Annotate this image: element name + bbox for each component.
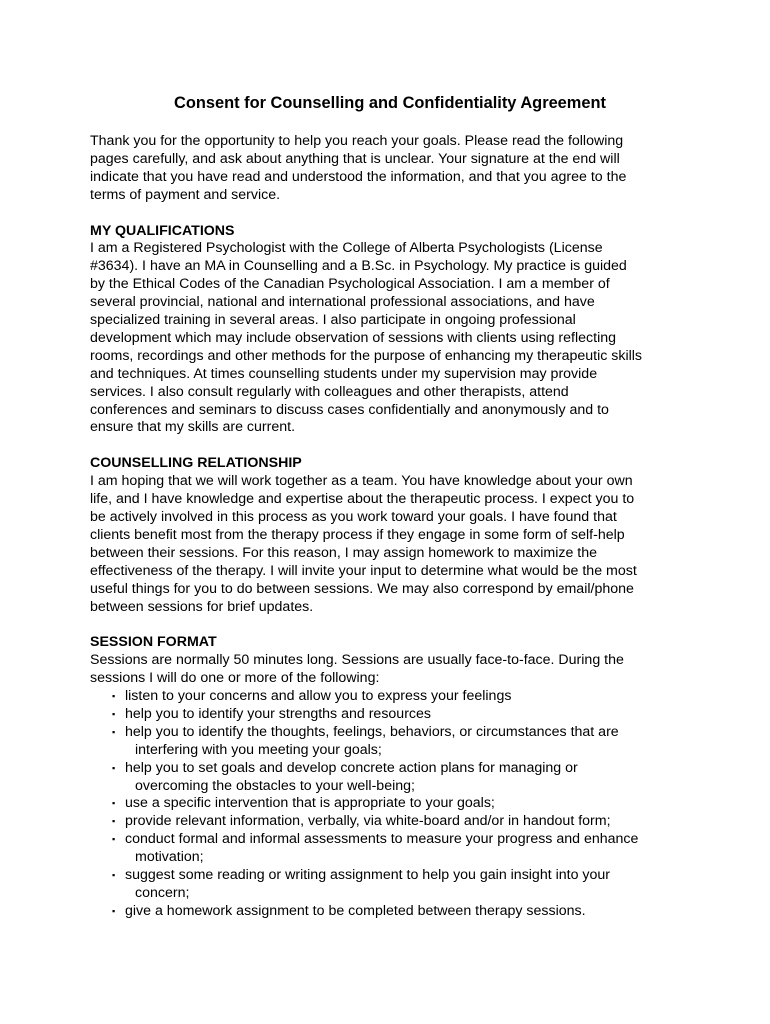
session-format-section	[90, 634, 690, 921]
list-item-text: give a homework assignment to be completed between therapy sessions.	[125, 902, 586, 919]
qualifications-line: ensure that my skills are current.	[90, 419, 296, 436]
square-bullet-icon: ▪	[112, 708, 116, 719]
session-format-heading: SESSION FORMAT	[90, 634, 217, 651]
relationship-line: between their sessions. For this reason, I may assign homework to maximize the	[90, 544, 598, 561]
qualifications-line: rooms, recordings and other methods for the purpose of enhancing my therapeutic skills	[90, 347, 643, 364]
list-item-continuation: motivation;	[135, 849, 204, 866]
list-item-text: help you to set goals and develop concrete action plans for managing or	[125, 759, 578, 776]
list-item	[90, 724, 690, 760]
list-item-text: help you to identify the thoughts, feelings, behaviors, or circumstances that are	[125, 723, 619, 740]
square-bullet-icon: ▪	[112, 798, 116, 809]
relationship-line: clients benefit most from the therapy process if they engage in some form of self-help	[90, 526, 625, 543]
relationship-section	[90, 455, 690, 616]
square-bullet-icon: ▪	[112, 816, 116, 827]
qualifications-paragraph	[90, 240, 690, 437]
intro-line: pages carefully, and ask about anything that is unclear. Your signature at the end will	[90, 150, 620, 167]
list-item	[90, 760, 690, 796]
relationship-line: useful things for you to do between sessions. We may also correspond by email/phone	[90, 580, 634, 597]
document-title: Consent for Counselling and Confidentiality Agreement	[174, 94, 606, 112]
square-bullet-icon: ▪	[112, 834, 116, 845]
list-item-continuation: overcoming the obstacles to your well-being;	[135, 777, 415, 794]
qualifications-line: several provincial, national and international professional associations, and have	[90, 294, 595, 311]
list-item	[90, 706, 690, 724]
qualifications-line: #3634). I have an MA in Counselling and a B.Sc. in Psychology. My practice is guided	[90, 258, 627, 275]
list-item	[90, 813, 690, 831]
qualifications-line: development which may include observation of sessions with clients using reflecting	[90, 329, 616, 346]
relationship-line: I am hoping that we will work together as a team. You have knowledge about your own	[90, 473, 633, 490]
intro-line: Thank you for the opportunity to help you reach your goals. Please read the following	[90, 133, 624, 149]
list-item-text: provide relevant information, verbally, via white-board and/or in handout form;	[125, 813, 611, 830]
qualifications-line: conferences and seminars to discuss cases confidentially and anonymously and to	[90, 401, 609, 418]
relationship-line: effectiveness of the therapy. I will invite your input to determine what would be the most	[90, 562, 637, 579]
list-item	[90, 867, 690, 903]
list-item-continuation: concern;	[135, 885, 190, 902]
list-item-text: conduct formal and informal assessments to measure your progress and enhance	[125, 831, 639, 848]
session-format-paragraph	[90, 652, 690, 688]
relationship-heading: COUNSELLING RELATIONSHIP	[90, 455, 302, 472]
list-item-text: help you to identify your strengths and resources	[125, 705, 431, 722]
session-format-line: sessions I will do one or more of the following:	[90, 670, 380, 687]
qualifications-line: services. I also consult regularly with colleagues and other therapists, attend	[90, 383, 569, 400]
qualifications-line: specialized training in several areas. I also participate in ongoing professional	[90, 312, 576, 329]
list-item	[90, 903, 690, 921]
list-item	[90, 688, 690, 706]
session-format-line: Sessions are normally 50 minutes long. Sessions are usually face-to-face. During the	[90, 652, 624, 669]
list-item-continuation: interfering with you meeting your goals;	[135, 741, 382, 758]
square-bullet-icon: ▪	[112, 905, 116, 916]
list-item-text: suggest some reading or writing assignment to help you gain insight into your	[125, 867, 611, 884]
relationship-paragraph	[90, 473, 690, 616]
intro-paragraph	[90, 133, 690, 205]
qualifications-heading: MY QUALIFICATIONS	[90, 222, 235, 239]
qualifications-line: and techniques. At times counselling students under my supervision may provide	[90, 365, 598, 382]
relationship-line: be actively involved in this process as you work toward your goals. I have found that	[90, 509, 617, 525]
qualifications-line: by the Ethical Codes of the Canadian Psychological Association. I am a member of	[90, 276, 610, 293]
list-item-text: use a specific intervention that is appropriate to your goals;	[125, 795, 495, 812]
document-page	[90, 93, 690, 921]
intro-line: terms of payment and service.	[90, 186, 281, 203]
list-item	[90, 831, 690, 867]
square-bullet-icon: ▪	[112, 691, 116, 702]
session-activities-list	[90, 688, 690, 921]
square-bullet-icon: ▪	[112, 870, 116, 881]
intro-line: indicate that you have read and understood the information, and that you agree to the	[90, 168, 627, 185]
square-bullet-icon: ▪	[112, 762, 116, 773]
relationship-line: life, and I have knowledge and expertise about the therapeutic process. I expect you to	[90, 491, 635, 508]
square-bullet-icon: ▪	[112, 726, 116, 737]
qualifications-line: I am a Registered Psychologist with the College of Alberta Psychologists (License	[90, 240, 603, 257]
list-item-text: listen to your concerns and allow you to express your feelings	[125, 688, 512, 705]
qualifications-section	[90, 223, 690, 438]
list-item	[90, 795, 690, 813]
relationship-line: between sessions for brief updates.	[90, 598, 314, 615]
